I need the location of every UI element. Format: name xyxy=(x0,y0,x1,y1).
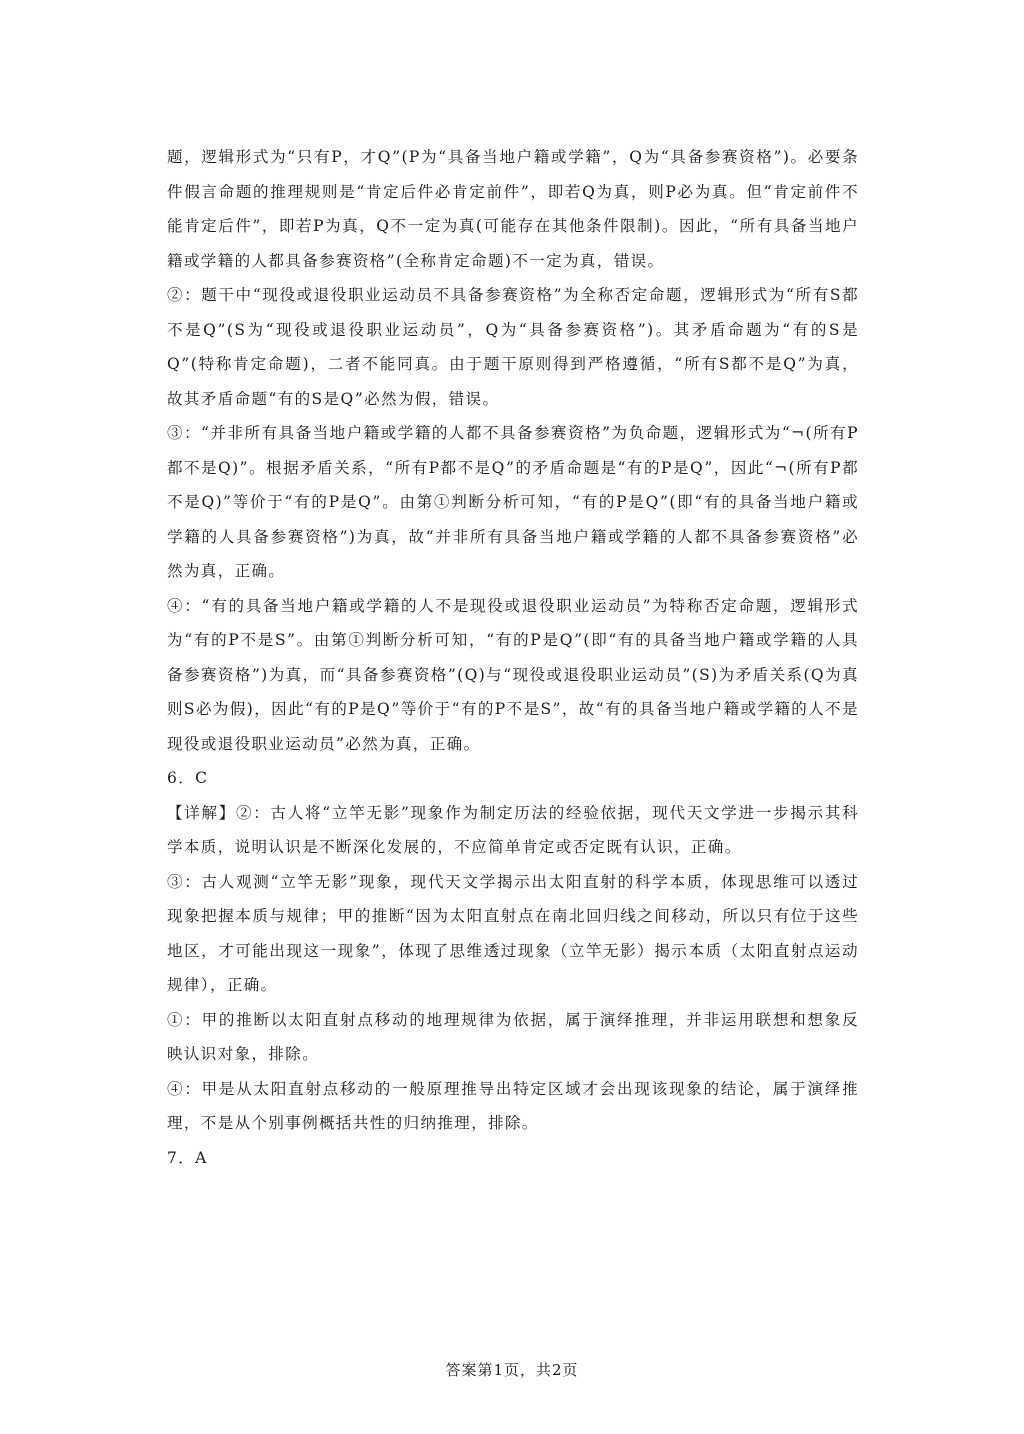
question-6-item-1: ①：甲的推断以太阳直射点移动的地理规律为依据，属于演绎推理，并非运用联想和想象反映认识对象，排除。 xyxy=(167,1010,859,1063)
question-6-answer: 6．C xyxy=(167,769,209,787)
question-6-item-3: ③：古人观测“立竿无影”现象，现代天文学揭示出太阳直射的科学本质，体现思维可以透过现象把握本质与规律；甲的推断“因为太阳直射点在南北回归线之间移动，所以只有位于这些地区，才可能出现这一现象”，体现了思维透过现象（立竿无影）揭示本质（太阳直射点运动规律），正确。 xyxy=(167,872,859,994)
paragraph-continuation-1: 题，逻辑形式为“只有P，才Q”(P为“具备当地户籍或学籍”，Q为“具备参赛资格”)。必要条件假言命题的推理规则是“肯定后件必肯定前件”，即若Q为真，则P必为真。但“肯定前件不能肯定后件”，即若P为真，Q不一定为真(可能存在其他条件限制)。因此，“所有具备当地户籍或学籍的人都具备参赛资格”(全称肯定命题)不一定为真，错误。 xyxy=(167,148,859,270)
question-6-detail: 【详解】②：古人将“立竿无影”现象作为制定历法的经验依据，现代天文学进一步揭示其科学本质，说明认识是不断深化发展的，不应简单肯定或否定既有认识，正确。 xyxy=(167,803,859,856)
question-7-answer: 7．A xyxy=(167,1148,208,1167)
paragraph-item-3: ③：“并非所有具备当地户籍或学籍的人都不具备参赛资格”为负命题，逻辑形式为“¬(所有P都不是Q)”。根据矛盾关系，“所有P都不是Q”的矛盾命题是“有的P是Q”，因此“¬(所有P都不是Q)”等价于“有的P是Q”。由第①判断分析可知，“有的P是Q”(即“有的具备当地户籍或学籍的人具备参赛资格”)为真，故“并非所有具备当地户籍或学籍的人都不具备参赛资格”必然为真，正确。 xyxy=(167,424,859,580)
paragraph-item-4: ④：“有的具备当地户籍或学籍的人不是现役或退役职业运动员”为特称否定命题，逻辑形式为“有的P不是S”。由第①判断分析可知，“有的P是Q”(即“有的具备当地户籍或学籍的人具备参赛资格”)为真，而“具备参赛资格”(Q)与“现役或退役职业运动员”(S)为矛盾关系(Q为真则S必为假)，因此“有的P是Q”等价于“有的P不是S”，故“有的具备当地户籍或学籍的人不是现役或退役职业运动员”必然为真，正确。 xyxy=(167,596,859,753)
page-footer: 答案第1页，共2页 xyxy=(445,1361,579,1379)
paragraph-item-2: ②：题干中“现役或退役职业运动员不具备参赛资格”为全称否定命题，逻辑形式为“所有S都不是Q”(S为“现役或退役职业运动员”，Q为“具备参赛资格”)。其矛盾命题为“有的S是Q”(特称肯定命题)，二者不能同真。由于题干原则得到严格遵循，“所有S都不是Q”为真，故其矛盾命题“有的S是Q”必然为假，错误。 xyxy=(167,286,859,408)
question-6-item-4: ④：甲是从太阳直射点移动的一般原理推导出特定区域才会出现该现象的结论，属于演绎推理，不是从个别事例概括共性的归纳推理，排除。 xyxy=(167,1079,859,1132)
answer-body xyxy=(167,140,859,1175)
